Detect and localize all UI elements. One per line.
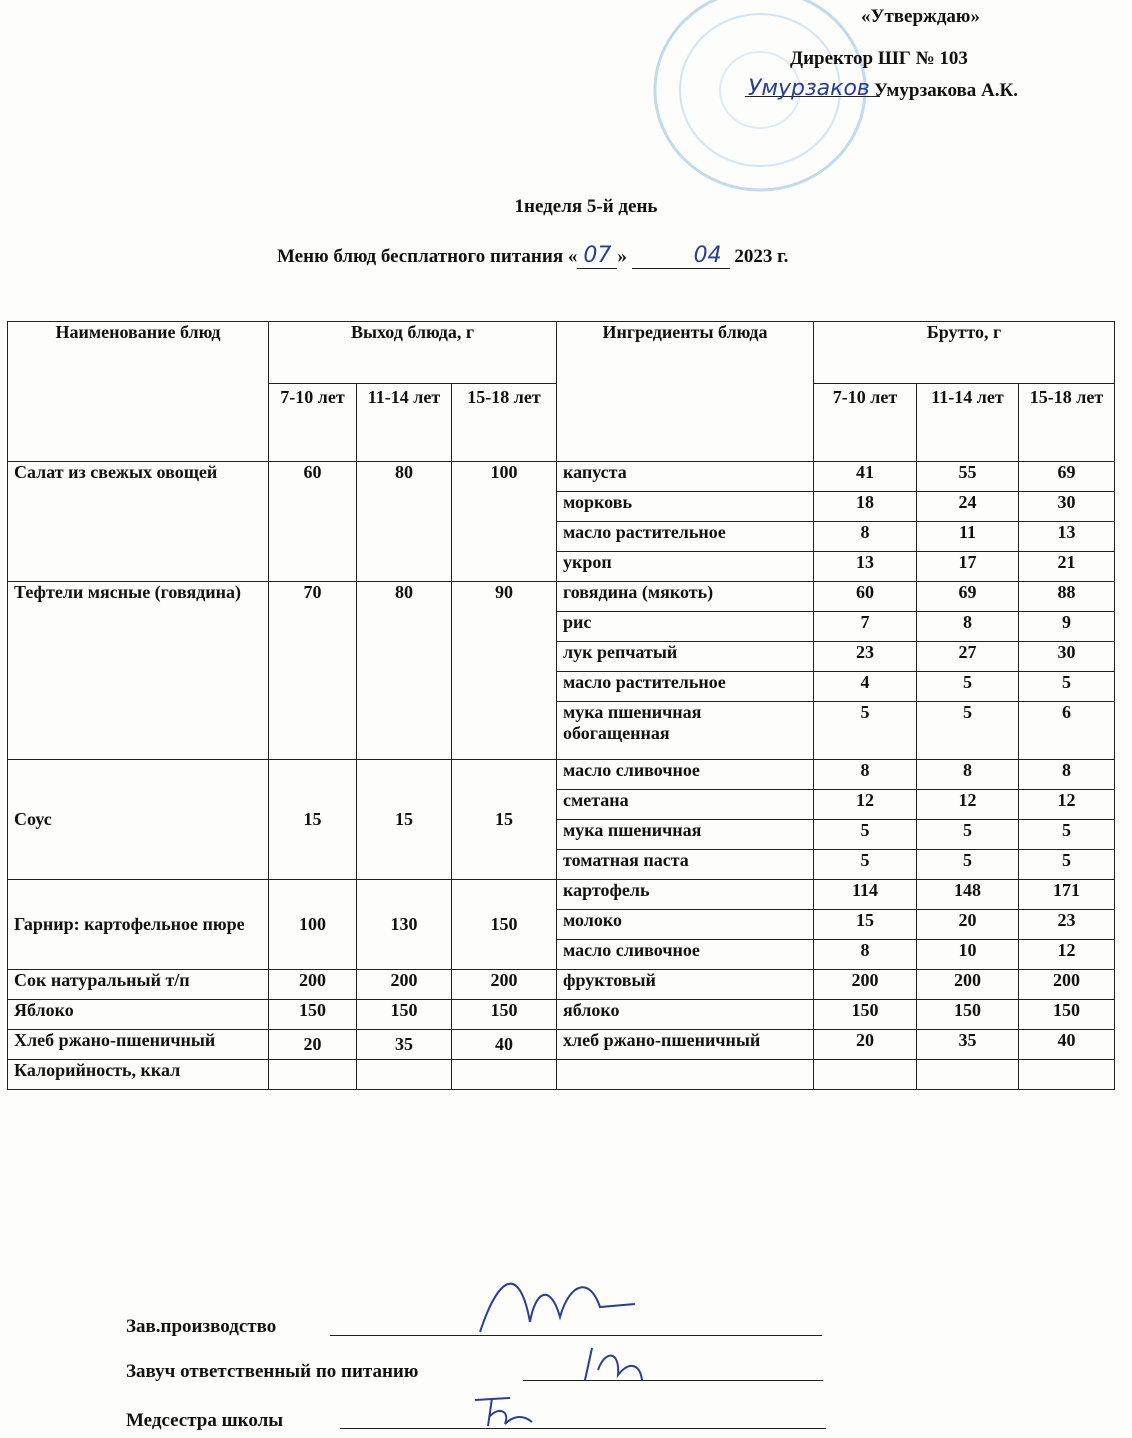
dish-name: Салат из свежых овощей bbox=[8, 462, 269, 582]
dish-output-2: 15 bbox=[357, 760, 452, 880]
ingredient-name: капуста bbox=[557, 462, 814, 492]
calories-label: Калорийность, ккал bbox=[8, 1060, 269, 1090]
ingredient-brutto-3: 88 bbox=[1019, 582, 1115, 612]
ingredient-brutto-2: 5 bbox=[917, 702, 1019, 760]
ingredient-brutto-3: 150 bbox=[1019, 1000, 1115, 1030]
calories-cell bbox=[557, 1060, 814, 1090]
ingredient-name: хлеб ржано-пшеничный bbox=[557, 1030, 814, 1060]
col-header-brutto-age-3: 15-18 лет bbox=[1019, 384, 1115, 462]
ingredient-name: мука пшеничная обогащенная bbox=[557, 702, 814, 760]
ingredient-name: картофель bbox=[557, 880, 814, 910]
director-title: Директор ШГ № 103 bbox=[790, 48, 968, 69]
signature-label-nutrition: Завуч ответственный по питанию bbox=[126, 1361, 419, 1382]
col-header-output-age-3: 15-18 лет bbox=[452, 384, 557, 462]
ingredient-brutto-2: 12 bbox=[917, 790, 1019, 820]
col-header-output: Выход блюда, г bbox=[269, 322, 557, 384]
table-row bbox=[8, 970, 1115, 1000]
ingredient-name: сметана bbox=[557, 790, 814, 820]
ingredient-name: говядина (мякоть) bbox=[557, 582, 814, 612]
menu-title-prefix: Меню блюд бесплатного питания « bbox=[277, 246, 578, 267]
dish-output-1: 20 bbox=[269, 1030, 357, 1060]
ingredient-brutto-3: 30 bbox=[1019, 492, 1115, 522]
ingredient-name: морковь bbox=[557, 492, 814, 522]
ingredient-brutto-3: 21 bbox=[1019, 552, 1115, 582]
dish-output-3: 40 bbox=[452, 1030, 557, 1060]
signature-line-nutrition bbox=[523, 1380, 823, 1381]
signature-label-nurse: Медсестра школы bbox=[126, 1410, 284, 1431]
ingredient-name: масло растительное bbox=[557, 522, 814, 552]
ingredient-brutto-2: 69 bbox=[917, 582, 1019, 612]
ingredient-brutto-1: 4 bbox=[814, 672, 917, 702]
ingredient-brutto-2: 27 bbox=[917, 642, 1019, 672]
dish-output-3: 150 bbox=[452, 1000, 557, 1030]
ingredient-name: масло сливочное bbox=[557, 940, 814, 970]
col-header-name: Наименование блюд bbox=[8, 322, 269, 462]
col-header-output-age-1: 7-10 лет bbox=[269, 384, 357, 462]
ingredient-name: молоко bbox=[557, 910, 814, 940]
ingredient-brutto-1: 41 bbox=[814, 462, 917, 492]
ingredient-brutto-1: 13 bbox=[814, 552, 917, 582]
ingredient-brutto-1: 8 bbox=[814, 940, 917, 970]
dish-output-2: 35 bbox=[357, 1030, 452, 1060]
calories-cell bbox=[814, 1060, 917, 1090]
director-signature: Умурзаков bbox=[748, 76, 870, 101]
col-header-brutto-age-2: 11-14 лет bbox=[917, 384, 1019, 462]
dish-output-3: 15 bbox=[452, 760, 557, 880]
dish-output-3: 90 bbox=[452, 582, 557, 760]
ingredient-brutto-1: 5 bbox=[814, 820, 917, 850]
col-header-brutto-age-1: 7-10 лет bbox=[814, 384, 917, 462]
ingredient-brutto-1: 114 bbox=[814, 880, 917, 910]
menu-title bbox=[277, 243, 788, 269]
dish-output-2: 80 bbox=[357, 582, 452, 760]
menu-table bbox=[7, 321, 1115, 1090]
ingredient-brutto-3: 23 bbox=[1019, 910, 1115, 940]
ingredient-brutto-3: 30 bbox=[1019, 642, 1115, 672]
dish-output-3: 150 bbox=[452, 880, 557, 970]
ingredient-brutto-1: 5 bbox=[814, 850, 917, 880]
dish-name: Хлеб ржано-пшеничный bbox=[8, 1030, 269, 1060]
ingredient-brutto-1: 18 bbox=[814, 492, 917, 522]
ingredient-brutto-1: 60 bbox=[814, 582, 917, 612]
ingredient-brutto-2: 150 bbox=[917, 1000, 1019, 1030]
ingredient-brutto-2: 5 bbox=[917, 850, 1019, 880]
dish-name: Гарнир: картофельное пюре bbox=[8, 880, 269, 970]
dish-output-2: 130 bbox=[357, 880, 452, 970]
ingredient-brutto-3: 171 bbox=[1019, 880, 1115, 910]
director-name: Умурзакова А.К. bbox=[874, 80, 1018, 101]
ingredient-brutto-1: 8 bbox=[814, 760, 917, 790]
ingredient-brutto-3: 5 bbox=[1019, 820, 1115, 850]
table-row bbox=[8, 462, 1115, 492]
ingredient-brutto-2: 5 bbox=[917, 820, 1019, 850]
ingredient-brutto-1: 8 bbox=[814, 522, 917, 552]
ingredient-brutto-3: 5 bbox=[1019, 672, 1115, 702]
dish-output-1: 100 bbox=[269, 880, 357, 970]
ingredient-name: масло растительное bbox=[557, 672, 814, 702]
calories-cell bbox=[917, 1060, 1019, 1090]
calories-cell bbox=[1019, 1060, 1115, 1090]
ingredient-brutto-2: 200 bbox=[917, 970, 1019, 1000]
menu-month: 04 bbox=[632, 243, 730, 269]
ingredient-name: мука пшеничная bbox=[557, 820, 814, 850]
ingredient-brutto-2: 11 bbox=[917, 522, 1019, 552]
dish-output-1: 150 bbox=[269, 1000, 357, 1030]
approval-label: «Утверждаю» bbox=[861, 6, 980, 27]
ingredient-name: рис bbox=[557, 612, 814, 642]
ingredient-brutto-2: 17 bbox=[917, 552, 1019, 582]
table-row bbox=[8, 582, 1115, 612]
menu-title-mid: » bbox=[617, 246, 627, 267]
ingredient-brutto-3: 13 bbox=[1019, 522, 1115, 552]
ingredient-brutto-3: 200 bbox=[1019, 970, 1115, 1000]
dish-output-1: 60 bbox=[269, 462, 357, 582]
dish-output-2: 80 bbox=[357, 462, 452, 582]
ingredient-name: фруктовый bbox=[557, 970, 814, 1000]
week-day-title: 1неделя 5-й день bbox=[514, 196, 658, 217]
ingredient-brutto-1: 200 bbox=[814, 970, 917, 1000]
ingredient-brutto-3: 8 bbox=[1019, 760, 1115, 790]
ingredient-brutto-1: 15 bbox=[814, 910, 917, 940]
dish-name: Яблоко bbox=[8, 1000, 269, 1030]
calories-cell bbox=[452, 1060, 557, 1090]
dish-name: Сок натуральный т/п bbox=[8, 970, 269, 1000]
ingredient-brutto-1: 23 bbox=[814, 642, 917, 672]
ingredient-brutto-2: 148 bbox=[917, 880, 1019, 910]
production-signature bbox=[470, 1262, 640, 1352]
nutrition-signature bbox=[580, 1340, 650, 1390]
ingredient-name: лук репчатый bbox=[557, 642, 814, 672]
dish-output-1: 200 bbox=[269, 970, 357, 1000]
calories-row bbox=[8, 1060, 1115, 1090]
ingredient-brutto-3: 12 bbox=[1019, 790, 1115, 820]
ingredient-brutto-1: 150 bbox=[814, 1000, 917, 1030]
ingredient-brutto-2: 20 bbox=[917, 910, 1019, 940]
calories-cell bbox=[269, 1060, 357, 1090]
ingredient-brutto-1: 5 bbox=[814, 702, 917, 760]
menu-year: 2023 г. bbox=[734, 246, 789, 267]
ingredient-name: масло сливочное bbox=[557, 760, 814, 790]
ingredient-brutto-3: 5 bbox=[1019, 850, 1115, 880]
ingredient-brutto-3: 69 bbox=[1019, 462, 1115, 492]
menu-day: 07 bbox=[577, 243, 617, 269]
dish-output-1: 70 bbox=[269, 582, 357, 760]
table-row bbox=[8, 1030, 1115, 1060]
col-header-output-age-2: 11-14 лет bbox=[357, 384, 452, 462]
dish-output-2: 150 bbox=[357, 1000, 452, 1030]
dish-output-2: 200 bbox=[357, 970, 452, 1000]
calories-cell bbox=[357, 1060, 452, 1090]
table-row bbox=[8, 880, 1115, 910]
ingredient-brutto-1: 20 bbox=[814, 1030, 917, 1060]
nurse-signature bbox=[470, 1392, 540, 1432]
col-header-ingredients: Ингредиенты блюда bbox=[557, 322, 814, 462]
col-header-brutto: Брутто, г bbox=[814, 322, 1115, 384]
ingredient-brutto-2: 10 bbox=[917, 940, 1019, 970]
ingredient-brutto-3: 6 bbox=[1019, 702, 1115, 760]
ingredient-brutto-1: 12 bbox=[814, 790, 917, 820]
signature-line-nurse bbox=[340, 1428, 826, 1429]
ingredient-name: укроп bbox=[557, 552, 814, 582]
table-row bbox=[8, 760, 1115, 790]
ingredient-brutto-2: 5 bbox=[917, 672, 1019, 702]
ingredient-brutto-1: 7 bbox=[814, 612, 917, 642]
ingredient-brutto-3: 40 bbox=[1019, 1030, 1115, 1060]
ingredient-brutto-2: 35 bbox=[917, 1030, 1019, 1060]
dish-output-3: 200 bbox=[452, 970, 557, 1000]
ingredient-name: яблоко bbox=[557, 1000, 814, 1030]
ingredient-brutto-2: 55 bbox=[917, 462, 1019, 492]
dish-output-3: 100 bbox=[452, 462, 557, 582]
table-row bbox=[8, 1000, 1115, 1030]
ingredient-name: томатная паста bbox=[557, 850, 814, 880]
ingredient-brutto-2: 8 bbox=[917, 760, 1019, 790]
dish-output-1: 15 bbox=[269, 760, 357, 880]
signature-label-production: Зав.производство bbox=[126, 1316, 277, 1337]
ingredient-brutto-2: 8 bbox=[917, 612, 1019, 642]
ingredient-brutto-3: 12 bbox=[1019, 940, 1115, 970]
ingredient-brutto-2: 24 bbox=[917, 492, 1019, 522]
ingredient-brutto-3: 9 bbox=[1019, 612, 1115, 642]
dish-name: Соус bbox=[8, 760, 269, 880]
dish-name: Тефтели мясные (говядина) bbox=[8, 582, 269, 760]
